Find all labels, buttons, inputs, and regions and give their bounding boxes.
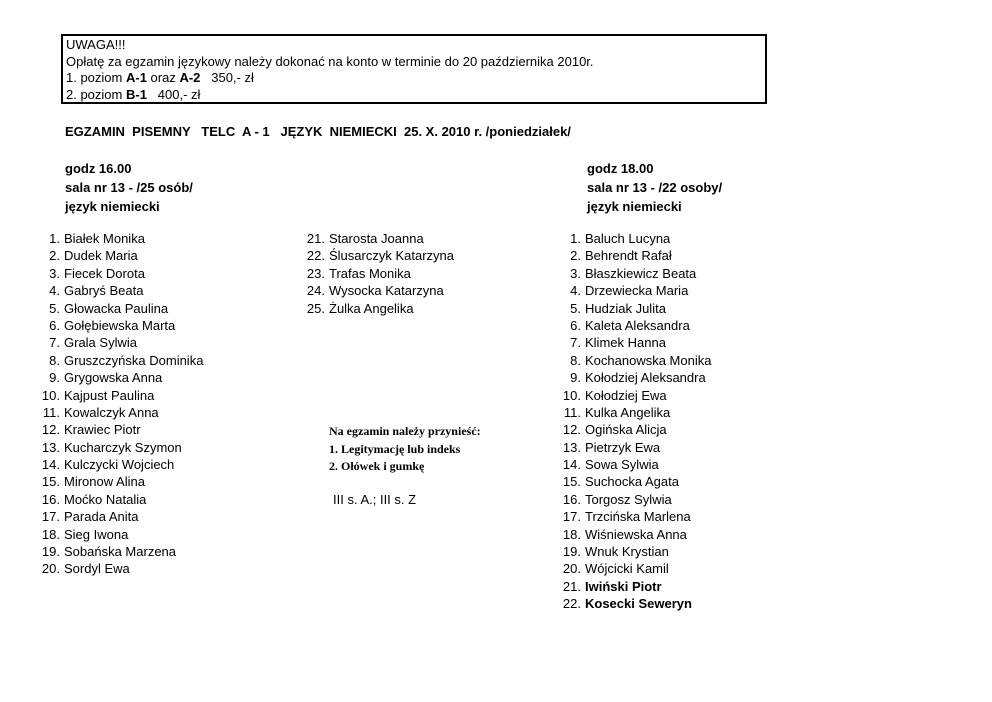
list-item — [36, 421, 203, 438]
list-item-number: 7. — [570, 335, 581, 351]
list-item-name: Kochanowska Monika — [585, 352, 712, 368]
session-room: sala nr 13 - /25 osób/ — [65, 180, 193, 195]
notice-payment-deadline: Opłatę za egzamin językowy należy dokonać na konto w terminie do 20 października 2010r. — [66, 53, 594, 69]
list-item — [557, 317, 711, 334]
list-item — [557, 334, 711, 351]
candidate-list-left — [36, 230, 203, 578]
list-item — [36, 282, 203, 299]
list-item — [36, 473, 203, 490]
session-room: sala nr 13 - /22 osoby/ — [587, 180, 723, 195]
session-language: język niemiecki — [587, 199, 682, 214]
list-item-number: 10. — [41, 387, 60, 403]
list-item-number: 13. — [41, 439, 60, 455]
list-item — [557, 560, 711, 577]
level-a1: A-1 — [125, 70, 147, 85]
list-item-name: Pietrzyk Ewa — [585, 439, 661, 455]
list-item — [36, 247, 203, 264]
list-item — [36, 456, 203, 473]
list-item-number: 5. — [49, 300, 60, 316]
candidate-list-middle — [301, 230, 454, 317]
list-item — [36, 334, 203, 351]
list-item-number: 2. — [570, 248, 581, 264]
list-item-number: 6. — [49, 317, 60, 333]
list-item-number: 18. — [41, 526, 60, 542]
price-level-2: 400,- zł — [146, 86, 201, 102]
list-item-name: Kulczycki Wojciech — [64, 457, 175, 473]
list-item — [36, 404, 203, 421]
list-item-name: Parada Anita — [64, 509, 139, 525]
list-item-number: 4. — [570, 283, 581, 299]
list-item-name: Trzcińska Marlena — [585, 509, 691, 525]
list-item — [557, 230, 711, 247]
list-item-name: Gruszczyńska Dominika — [64, 352, 204, 368]
list-item — [36, 491, 203, 508]
session-language: język niemiecki — [65, 199, 160, 214]
list-item-number: 23. — [306, 265, 325, 281]
list-item-name: Sordyl Ewa — [64, 561, 130, 577]
list-item-name: Kołodziej Ewa — [585, 387, 667, 403]
item-pencil-eraser: 2. Ołówek i gumkę — [329, 459, 425, 473]
list-item-number: 20. — [41, 561, 60, 577]
list-item — [301, 265, 454, 282]
list-item — [36, 352, 203, 369]
list-item-number: 1. — [570, 231, 581, 246]
list-item-name: Kosecki Seweryn — [585, 596, 692, 612]
list-item-number: 19. — [562, 544, 581, 560]
list-item — [557, 491, 711, 508]
list-item-number: 16. — [562, 491, 581, 507]
list-item — [36, 387, 203, 404]
list-item — [557, 282, 711, 299]
list-item-name: Kaleta Aleksandra — [585, 317, 690, 333]
list-item — [36, 317, 203, 334]
list-item-number: 12. — [562, 422, 581, 438]
list-item — [557, 473, 711, 490]
list-item-name: Kajpust Paulina — [64, 387, 155, 403]
list-item-name: Krawiec Piotr — [64, 422, 141, 438]
list-item-name: Wysocka Katarzyna — [329, 283, 444, 299]
price-level-1: 350,- zł — [200, 70, 254, 85]
list-item-number: 25. — [306, 300, 325, 316]
list-item-number: 21. — [306, 231, 325, 246]
session-time: godz 16.00 — [65, 161, 132, 176]
list-item-name: Błaszkiewicz Beata — [585, 265, 697, 281]
items-to-bring-title: Na egzamin należy przynieść: — [329, 424, 481, 438]
list-item-name: Gołębiewska Marta — [64, 317, 176, 333]
notice-level-1: 1. poziom A-1 oraz A-2 350,- zł — [66, 70, 254, 85]
list-item-number: 15. — [562, 474, 581, 490]
list-item-name: Fiecek Dorota — [64, 265, 145, 281]
list-item-name: Starosta Joanna — [329, 231, 424, 246]
list-item-name: Sieg Iwona — [64, 526, 129, 542]
list-item-number: 10. — [562, 387, 581, 403]
list-item-number: 20. — [562, 561, 581, 577]
notice-level-2: 2. poziom B-1 400,- zł — [66, 86, 201, 102]
list-item-number: 1. — [49, 231, 60, 246]
list-item-name: Żulka Angelika — [329, 300, 414, 316]
list-item-number: 5. — [570, 300, 581, 316]
item-id-card: 1. Legitymację lub indeks — [329, 441, 461, 456]
list-item-number: 17. — [562, 509, 581, 525]
list-item — [36, 560, 203, 577]
list-item-name: Grala Sylwia — [64, 335, 137, 351]
list-item-name: Ogińska Alicja — [585, 422, 667, 438]
list-item-number: 11. — [42, 404, 60, 420]
session-time: godz 18.00 — [587, 161, 654, 176]
list-item-number: 22. — [562, 596, 581, 612]
payment-notice-box — [61, 34, 767, 104]
list-item — [557, 352, 711, 369]
list-item-number: 2. — [49, 248, 60, 264]
list-item — [557, 421, 711, 438]
list-item — [301, 282, 454, 299]
list-item — [557, 543, 711, 560]
exam-heading: EGZAMIN PISEMNY TELC A - 1 JĘZYK NIEMIECKI 25. X. 2010 r. /poniedziałek/ — [65, 124, 571, 139]
list-item — [36, 439, 203, 456]
list-item — [557, 265, 711, 282]
list-item-number: 14. — [562, 457, 581, 473]
list-item — [36, 508, 203, 525]
student-groups: III s. A.; III s. Z — [333, 492, 417, 507]
list-item-name: Głowacka Paulina — [64, 300, 169, 316]
list-item — [36, 300, 203, 317]
list-item-number: 9. — [570, 370, 581, 386]
list-item-number: 4. — [49, 283, 60, 299]
candidate-list-right — [557, 230, 711, 613]
list-item-name: Kucharczyk Szymon — [64, 439, 182, 455]
list-item-name: Gabryś Beata — [64, 283, 144, 299]
list-item — [36, 543, 203, 560]
notice-warning: UWAGA!!! — [66, 37, 126, 52]
list-item — [557, 439, 711, 456]
list-item-name: Hudziak Julita — [585, 300, 666, 316]
list-item — [557, 595, 711, 612]
list-item-name: Suchocka Agata — [585, 474, 679, 490]
items-to-bring — [329, 423, 481, 476]
list-item-name: Wiśniewska Anna — [585, 526, 687, 542]
list-item — [557, 247, 711, 264]
list-item-number: 21. — [562, 578, 581, 594]
level-a2: A-2 — [179, 70, 201, 85]
list-item-number: 14. — [41, 457, 60, 473]
list-item — [301, 247, 454, 264]
list-item-name: Kulka Angelika — [585, 404, 671, 420]
list-item — [557, 300, 711, 317]
list-item — [301, 300, 454, 317]
list-item-name: Torgosz Sylwia — [585, 491, 672, 507]
list-item-name: Sobańska Marzena — [64, 544, 177, 560]
list-item — [557, 526, 711, 543]
list-item — [557, 387, 711, 404]
list-item-name: Moćko Natalia — [64, 491, 147, 507]
list-item-name: Kołodziej Aleksandra — [585, 370, 706, 386]
list-item — [36, 369, 203, 386]
list-item-number: 12. — [41, 422, 60, 438]
list-item-number: 18. — [562, 526, 581, 542]
list-item-name: Kowalczyk Anna — [64, 404, 159, 420]
list-item-number: 3. — [49, 265, 60, 281]
list-item — [557, 404, 711, 421]
list-item — [557, 369, 711, 386]
list-item — [557, 456, 711, 473]
list-item-name: Sowa Sylwia — [585, 457, 659, 473]
list-item-number: 7. — [49, 335, 60, 351]
list-item-number: 9. — [49, 370, 60, 386]
list-item-name: Drzewiecka Maria — [585, 283, 689, 299]
list-item-name: Klimek Hanna — [585, 335, 666, 351]
list-item-name: Trafas Monika — [329, 265, 411, 281]
list-item-number: 13. — [562, 439, 581, 455]
list-item — [301, 230, 454, 247]
list-item — [36, 526, 203, 543]
list-item-number: 15. — [41, 474, 60, 490]
list-item — [557, 578, 711, 595]
list-item-name: Wnuk Krystian — [585, 544, 669, 560]
list-item-name: Iwiński Piotr — [585, 578, 662, 594]
list-item-number: 24. — [306, 283, 325, 299]
list-item-number: 19. — [41, 544, 60, 560]
list-item-name: Behrendt Rafał — [585, 248, 672, 264]
list-item — [557, 508, 711, 525]
list-item-name: Białek Monika — [64, 231, 145, 246]
list-item-name: Mironow Alina — [64, 474, 145, 490]
list-item — [36, 230, 203, 247]
list-item-number: 17. — [41, 509, 60, 525]
list-item-number: 11. — [563, 404, 581, 420]
list-item-number: 8. — [49, 352, 60, 368]
list-item-name: Dudek Maria — [64, 248, 138, 264]
list-item-number: 16. — [41, 491, 60, 507]
list-item-number: 8. — [570, 352, 581, 368]
list-item — [36, 265, 203, 282]
session-info-left — [65, 159, 193, 216]
list-item-number: 22. — [306, 248, 325, 264]
list-item-number: 6. — [570, 317, 581, 333]
session-info-right — [587, 159, 722, 216]
list-item-number: 3. — [570, 265, 581, 281]
list-item-name: Ślusarczyk Katarzyna — [329, 248, 454, 264]
list-item-name: Wójcicki Kamil — [585, 561, 669, 577]
level-b1: B-1 — [125, 86, 147, 102]
list-item-name: Grygowska Anna — [64, 370, 163, 386]
list-item-name: Baluch Lucyna — [585, 231, 671, 246]
